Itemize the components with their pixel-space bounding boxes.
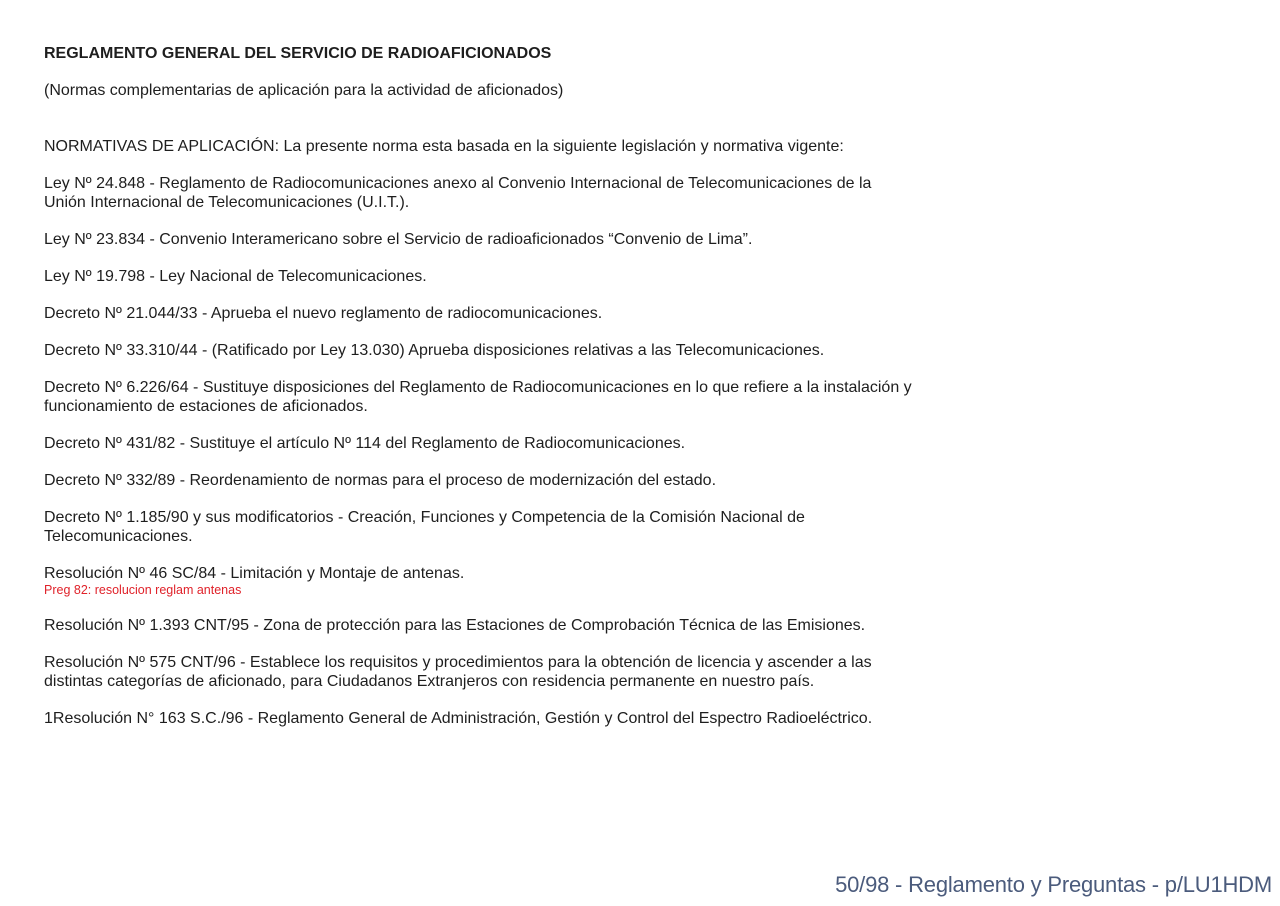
decree-item: Decreto Nº 6.226/64 - Sustituye disposiciones del Reglamento de Radiocomunicaciones en lo que refiere a la instalación y funcionamiento de estaciones de aficionados.: [44, 379, 912, 415]
resolution-item: Resolución Nº 1.393 CNT/95 - Zona de protección para las Estaciones de Comprobación Técnica de las Emisiones.: [44, 617, 866, 634]
normativas-intro: NORMATIVAS DE APLICACIÓN: La presente norma esta basada en la siguiente legislación y normativa vigente:: [44, 138, 844, 155]
document-page: [44, 44, 914, 728]
document-title: REGLAMENTO GENERAL DEL SERVICIO DE RADIOAFICIONADOS: [44, 45, 552, 62]
decree-item: Decreto Nº 431/82 - Sustituye el artículo Nº 114 del Reglamento de Radiocomunicaciones.: [44, 435, 686, 452]
decree-item: Decreto Nº 332/89 - Reordenamiento de normas para el proceso de modernización del estado.: [44, 472, 717, 489]
resolution-item: Resolución Nº 575 CNT/96 - Establece los requisitos y procedimientos para la obtención de licencia y ascender a las distintas categorías de aficionado, para Ciudadanos Extranjeros con residencia permanente en nuestro país.: [44, 654, 872, 690]
question-note: Preg 82: resolucion reglam antenas: [44, 583, 242, 597]
page-footer: 50/98 - Reglamento y Preguntas - p/LU1HDM: [835, 872, 1272, 897]
law-item: Ley Nº 23.834 - Convenio Interamericano sobre el Servicio de radioaficionados “Convenio de Lima”.: [44, 231, 753, 248]
resolution-item: 1Resolución N° 163 S.C./96 - Reglamento General de Administración, Gestión y Control del Espectro Radioeléctrico.: [44, 710, 873, 727]
decree-item: Decreto Nº 21.044/33 - Aprueba el nuevo reglamento de radiocomunicaciones.: [44, 305, 603, 322]
law-item: Ley Nº 24.848 - Reglamento de Radiocomunicaciones anexo al Convenio Internacional de Telecomunicaciones de la Unión Internacional de Telecomunicaciones (U.I.T.).: [44, 175, 872, 211]
document-subtitle: (Normas complementarias de aplicación para la actividad de aficionados): [44, 82, 564, 99]
decree-item: Decreto Nº 1.185/90 y sus modificatorios - Creación, Funciones y Competencia de la Comisión Nacional de Telecomunicaciones.: [44, 509, 805, 545]
resolution-item: Resolución Nº 46 SC/84 - Limitación y Montaje de antenas.: [44, 565, 465, 582]
law-item: Ley Nº 19.798 - Ley Nacional de Telecomunicaciones.: [44, 268, 427, 285]
decree-item: Decreto Nº 33.310/44 - (Ratificado por Ley 13.030) Aprueba disposiciones relativas a las Telecomunicaciones.: [44, 342, 825, 359]
